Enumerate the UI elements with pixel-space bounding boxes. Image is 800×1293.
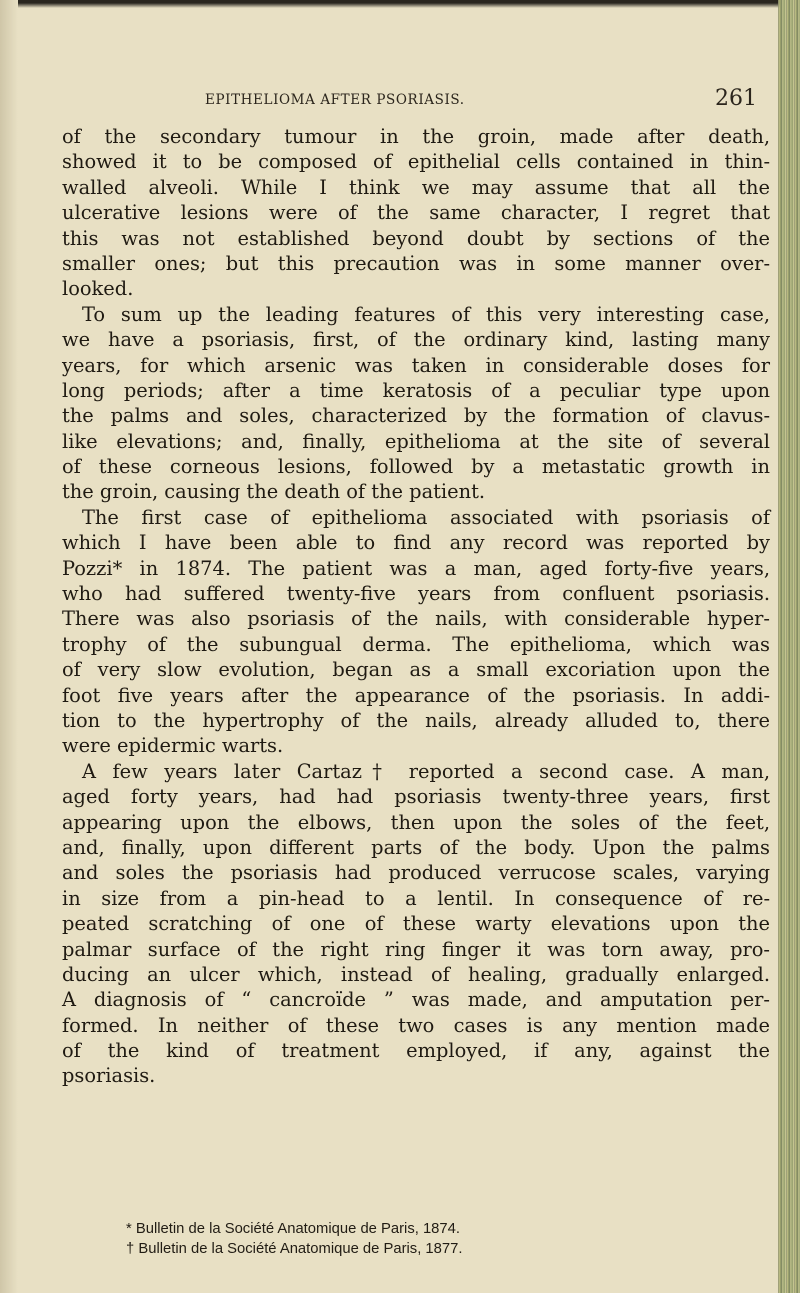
page-left-edge: [0, 0, 18, 1293]
text-line: foot five years after the appearance of the psoriasis. In addi-: [62, 683, 770, 707]
text-line: smaller ones; but this precaution was in some manner over-: [62, 251, 770, 275]
text-line: of these corneous lesions, followed by a metastatic growth in: [62, 455, 770, 479]
text-line: years, for which arsenic was taken in considerable doses for: [62, 353, 770, 377]
text-line: which I have been able to find any record was reported by: [62, 531, 770, 555]
body-text: [62, 124, 770, 1089]
text-line: tion to the hypertrophy of the nails, already alluded to, there: [62, 708, 770, 732]
text-line: aged forty years, had had psoriasis twenty-three years, first: [62, 785, 770, 809]
text-line: long periods; after a time keratosis of a peculiar type upon: [62, 378, 770, 402]
text-line: of the kind of treatment employed, if any, against the: [62, 1039, 770, 1063]
text-line: psoriasis.: [62, 1064, 156, 1088]
text-line: ducing an ulcer which, instead of healing, gradually enlarged.: [62, 962, 770, 986]
paragraph-start: The first case of epithelioma associated with psoriasis of: [82, 505, 770, 529]
paragraph-start: A few years later Cartaz† reported a second case. A man,: [82, 759, 770, 783]
book-binding-edge: [778, 0, 800, 1293]
text-line: were epidermic warts.: [62, 734, 284, 758]
text-line: of very slow evolution, began as a small excoriation upon the: [62, 658, 770, 682]
text-line: formed. In neither of these two cases is any mention made: [62, 1013, 770, 1037]
text-line: trophy of the subungual derma. The epithelioma, which was: [62, 632, 770, 656]
text-line: showed it to be composed of epithelial cells contained in thin-: [62, 150, 770, 174]
text-line: peated scratching of one of these warty elevations upon the: [62, 912, 770, 936]
text-line: in size from a pin-head to a lentil. In consequence of re-: [62, 886, 770, 910]
text-line: like elevations; and, finally, epithelioma at the site of several: [62, 429, 770, 453]
footnote: * Bulletin de la Société Anatomique de Paris, 1874.: [126, 1221, 460, 1237]
text-line: appearing upon the elbows, then upon the soles of the feet,: [62, 810, 770, 834]
text-line: this was not established beyond doubt by sections of the: [62, 226, 770, 250]
text-line: ulcerative lesions were of the same character, I regret that: [62, 201, 770, 225]
running-head: EPITHELIOMA AFTER PSORIASIS.: [205, 92, 465, 108]
text-line: walled alveoli. While I think we may assume that all the: [62, 175, 770, 199]
paragraph-start: To sum up the leading features of this very interesting case,: [82, 302, 770, 326]
text-line: A diagnosis of “ cancroïde ” was made, and amputation per-: [62, 988, 770, 1012]
text-line: and soles the psoriasis had produced verrucose scales, varying: [62, 861, 770, 885]
text-line: palmar surface of the right ring finger it was torn away, pro-: [62, 937, 770, 961]
text-line: we have a psoriasis, first, of the ordinary kind, lasting many: [62, 328, 770, 352]
text-line: and, finally, upon different parts of the body. Upon the palms: [62, 835, 770, 859]
text-line: Pozzi* in 1874. The patient was a man, aged forty-five years,: [62, 556, 770, 580]
text-line: the groin, causing the death of the patient.: [62, 480, 486, 504]
text-line: looked.: [62, 277, 134, 301]
text-line: of the secondary tumour in the groin, made after death,: [62, 125, 770, 148]
footnotes: [126, 1219, 746, 1259]
page-number: 261: [715, 86, 757, 111]
text-line: There was also psoriasis of the nails, with considerable hyper-: [62, 607, 770, 631]
text-line: the palms and soles, characterized by the formation of clavus-: [62, 404, 770, 428]
text-line: who had suffered twenty-five years from confluent psoriasis.: [62, 582, 770, 606]
footnote: † Bulletin de la Société Anatomique de Paris, 1877.: [126, 1241, 463, 1257]
page-top-edge: [0, 0, 780, 8]
